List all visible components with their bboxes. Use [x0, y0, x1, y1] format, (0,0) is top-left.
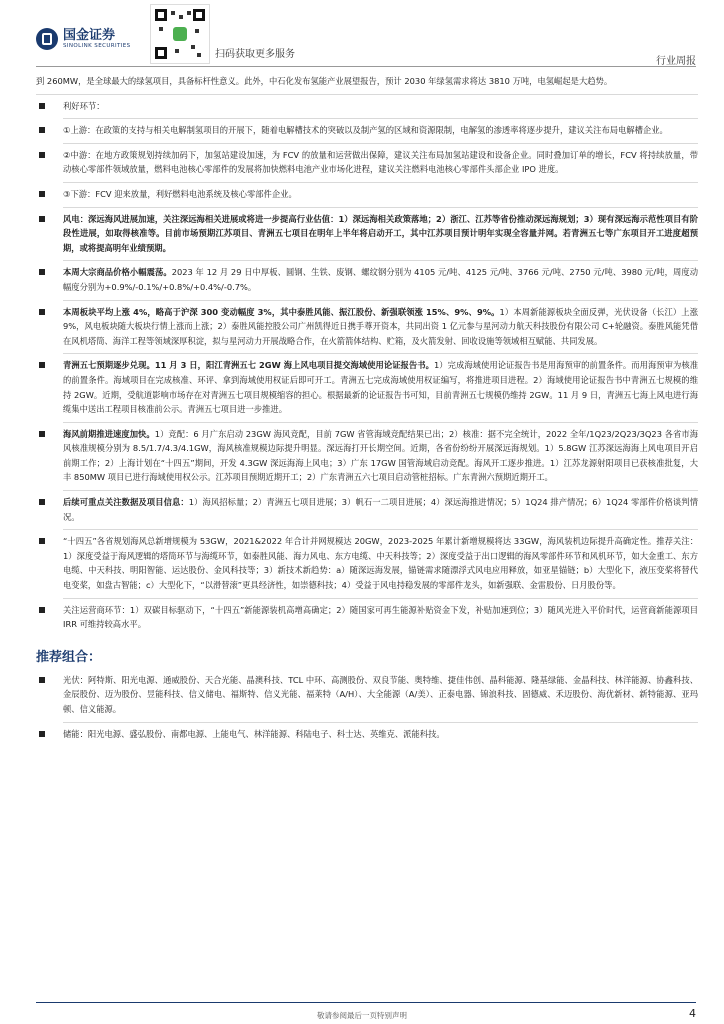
- list-item-lead: 本周板块平均上涨 4%，略高于沪深 300 变动幅度 3%，其中泰胜风能、振江股份、新强联领涨 15%、9%、9%。: [63, 306, 500, 317]
- square-bullet-icon: [39, 499, 45, 505]
- list-item: [36, 305, 698, 349]
- item-divider: [63, 422, 698, 423]
- list-item: [36, 534, 698, 592]
- list-item-lead: 风电：深远海风进展加速，关注深远海相关进展或将进一步提高行业估值：1）深远海相关政策落地；2）浙江、江苏等省份推动深远海规划；3）现有深远海示范性项目有阶段性进展，如取得核准等。目前市场预期江苏项目、青洲五七项目在明年上半年将启动开工，其中江苏项目预计明年实现全容量并网。若青洲五七等广东项目开工进度超预期，或将提高明年业绩预期。: [63, 213, 698, 253]
- list-item: [36, 727, 698, 742]
- list-item-body: 利好环节：: [63, 100, 105, 111]
- logo-icon: [36, 28, 58, 50]
- header-divider: [36, 66, 696, 67]
- report-type-label: 行业周报: [656, 56, 696, 67]
- list-item-body: ①上游：在政策的支持与相关电解制氢项目的开展下，随着电解槽技术的突破以及制产氢的区域和资源限制，电解氢的渗透率将逐步提升，建议关注布局电解槽企业。: [63, 125, 668, 136]
- item-divider: [63, 353, 698, 354]
- page-header: [0, 0, 724, 70]
- list-item-text: [63, 427, 698, 485]
- list-item: [36, 495, 698, 524]
- list-item: [36, 212, 698, 256]
- item-divider: [63, 207, 698, 208]
- list-item-body: ③下游：FCV 迎来放量，利好燃料电池系统及核心零部件企业。: [63, 188, 297, 199]
- section-divider: [36, 94, 698, 95]
- square-bullet-icon: [39, 607, 45, 613]
- list-item: [36, 99, 698, 114]
- list-item-body: 1）竞配：6 月广东启动 23GW 海风竞配，目前 7GW 省管海域竞配结果已出；2）核准：据不完全统计，2022 全年/1Q23/2Q23/3Q23 各省市海风核准规模分别为 8.5/1.7/4.3/4.1GW，海风核准规模边际提升明显。深远海打开长期空间。近期，各省份纷纷开展深远海规划。1）5.8GW 江苏深远海海上风电项目开启前期工作；2）上海计划在“十四五”期间，开发 4.3GW 深远海海上风电；3）广东 17GW 国管海域启动竞配。海风开工逐步推进。1）江苏龙源射阳项目已获核准批复，大丰 850MW 项目已进行海域使用权公示。江苏项目预期近期开工；2）广东青洲五六七项目启动管桩招标。广东青洲六预期近期开工。: [63, 428, 698, 483]
- square-bullet-icon: [39, 191, 45, 197]
- square-bullet-icon: [39, 731, 45, 737]
- list-item-body: 关注运营商环节：1）双碳目标驱动下，“十四五”新能源装机高增高确定；2）随国家可再生能源补贴资金下发，补贴加速到位；3）随风光进入平价时代，运营商新能源项目 IRR 可维持较高水平。: [63, 604, 698, 630]
- square-bullet-icon: [39, 216, 45, 222]
- square-bullet-icon: [39, 103, 45, 109]
- list-item-body: 1）本周新能源板块全面反弹，光伏设备（长江）上涨 9%，风电板块随大板块行情上涨而上涨；2）泰胜风能控股公司广州凯得近日携手尊开资本，共同出资 1 亿元参与星河动力航天科技股份有限公司 C+轮融资。泰胜风能凭借在风机塔筒、海洋工程等领域深厚积淀，拟与星河动力开展战略合作，在火箭箭体结构、贮箱，及火箭发射、回收设施等领域相互赋能、共同发展。: [63, 306, 699, 346]
- square-bullet-icon: [39, 362, 45, 368]
- list-item: [36, 123, 698, 138]
- list-item-text: [63, 123, 698, 138]
- item-divider: [63, 722, 698, 723]
- list-item: [36, 603, 698, 632]
- disclaimer-text: 敬请参阅最后一页特别声明: [317, 1011, 407, 1020]
- list-item-lead: 本周大宗商品价格小幅震荡。: [63, 267, 172, 278]
- page-footer: [0, 990, 724, 1024]
- list-item-body: 储能：阳光电源、盛弘股份、南都电源、上能电气、林洋能源、科陆电子、科士达、英维克、派能科技。: [63, 728, 445, 739]
- list-item-text: [63, 358, 698, 416]
- list-item-lead: 后续可重点关注数据及项目信息：: [63, 497, 189, 508]
- list-item-body: ②中游：在地方政策规划持续加码下，加氢站建设加速，为 FCV 的放量和运营做出保障，建议关注布局加氢站建设和设备企业。同时叠加订单的增长，FCV 将持续放量，带动核心零部件领域放量，燃料电池核心零部件的发展将加快燃料电池产业市场化进程，建议关注燃料电池核心零部件头部企业 IPO 进度。: [63, 149, 698, 175]
- list-item-text: [63, 265, 698, 294]
- list-item-text: [63, 495, 698, 524]
- list-item-text: [63, 534, 698, 592]
- footer-divider: [36, 1002, 696, 1003]
- item-divider: [63, 300, 698, 301]
- list-item-body: 1）海风招标量；2）青洲五七项目进展；3）帆石一二项目进展；4）深远海推进情况；5）1Q24 排产情况；6）1Q24 零部件价格谈判情况。: [63, 497, 698, 522]
- square-bullet-icon: [39, 431, 45, 437]
- list-item-text: [63, 603, 698, 632]
- item-divider: [63, 598, 698, 599]
- list-item-text: [63, 727, 698, 742]
- page-number: 4: [689, 1007, 696, 1020]
- square-bullet-icon: [39, 127, 45, 133]
- list-item: [36, 673, 698, 717]
- item-divider: [63, 182, 698, 183]
- list-item: [36, 427, 698, 485]
- intro-paragraph: 到 260MW，是全球最大的绿氢项目，具备标杆性意义。此外，中石化发布氢能产业展望报告，预计 2030 年绿氢需求将达 3810 万吨，电氢崛起是大趋势。: [36, 76, 613, 86]
- list-item: [36, 265, 698, 294]
- list-item: [36, 148, 698, 177]
- item-divider: [63, 260, 698, 261]
- list-item-text: [63, 187, 698, 202]
- scan-prompt: 扫码获取更多服务: [215, 49, 295, 60]
- item-divider: [63, 529, 698, 530]
- report-body: [36, 74, 698, 741]
- logo-name-en: SINOLINK SECURITIES: [63, 43, 131, 49]
- logo-name-cn: 国金证券: [63, 28, 116, 43]
- list-item-text: [63, 305, 698, 349]
- list-item: [36, 358, 698, 416]
- list-item-body: “十四五”各省规划海风总新增规模为 53GW，2021&2022 年合计并网规模达 20GW，2023-2025 年累计新增规模将达 33GW，海风装机边际提升高确定性。推荐关注：1）深度受益于海风逻辑的塔筒环节与海缆环节，如泰胜风能、海力风电、东方电缆、中天科技等；2）深度受益于出口逻辑的海风零部件环节和风机环节，如大金重工、东方电缆、中天科技、明阳智能、运达股份、金风科技等；3）新技术新趋势：a）随深远海发展，锚链需求随漂浮式风电应用释放，如亚星锚链；b）大型化下，液压变桨将替代电变桨，如盘古智能；c）大型化下，“以滑替滚”更具经济性，如崇德科技；4）受益于风电持稳发展的零部件龙头，如新强联、金雷股份、日月股份等。: [63, 536, 698, 591]
- list-item-body: 1）完成海域使用论证报告书是用海预审的前置条件。而用海预审为核准的前置条件。海域项目在完成核准、环评、拿到海域使用权证后即可开工。青洲五七完成海域使用权证编写，将推进项目进程。2）海域使用论证报告书中青洲五七规模的维持 2GW。近期，受航道影响市场存在对青洲五七项目规模缩容的担心。根据最新的论证报告书可知，目前青洲五七规模仍维持 2GW。11 月 9 日，青洲五七海上风电进行海缆集中送出工程项目核准前公示。青洲五七项目进一步推进。: [63, 360, 698, 415]
- recommendation-title: 推荐组合：: [36, 649, 102, 665]
- square-bullet-icon: [39, 538, 45, 544]
- list-item-text: [63, 148, 698, 177]
- item-divider: [63, 143, 698, 144]
- qr-code-icon[interactable]: [150, 4, 210, 64]
- list-item-body: 2023 年 12 月 29 日中厚板、圆钢、生铁、废钢、螺纹钢分别为 4105 元/吨、4125 元/吨、3766 元/吨、2750 元/吨、3980 元/吨，周度动幅度分别为+0.9%/-0.1%/+0.8%/+0.4%/-0.7%。: [63, 267, 698, 292]
- square-bullet-icon: [39, 152, 45, 158]
- bullet-list: [36, 99, 698, 632]
- list-item-text: [63, 99, 698, 114]
- square-bullet-icon: [39, 269, 45, 275]
- item-divider: [63, 490, 698, 491]
- list-item-body: 光伏：阿特斯、阳光电源、通威股份、天合光能、晶澳科技、TCL 中环、高测股份、双良节能、奥特维、捷佳伟创、晶科能源、隆基绿能、金晶科技、林洋能源、协鑫科技、金辰股份、迈为股份、昱能科技、信义储电、福斯特、信义光能、福莱特（A/H）、大全能源（A/美）、正泰电器、锦浪科技、固德威、禾迈股份、海优新材、新特能源、亚玛顿、信义能源。: [63, 674, 698, 714]
- list-item-text: [63, 673, 698, 717]
- company-logo: [36, 28, 131, 50]
- item-divider: [63, 118, 698, 119]
- list-item: [36, 187, 698, 202]
- recommendation-list: [36, 673, 698, 741]
- list-item-lead: 青洲五七预期逐步兑现。11 月 3 日，阳江青洲五七 2GW 海上风电项目提交海域使用论证报告书。: [63, 360, 434, 371]
- list-item-lead: 海风前期推进速度加快。: [63, 428, 155, 439]
- square-bullet-icon: [39, 309, 45, 315]
- square-bullet-icon: [39, 677, 45, 683]
- list-item-text: [63, 212, 698, 256]
